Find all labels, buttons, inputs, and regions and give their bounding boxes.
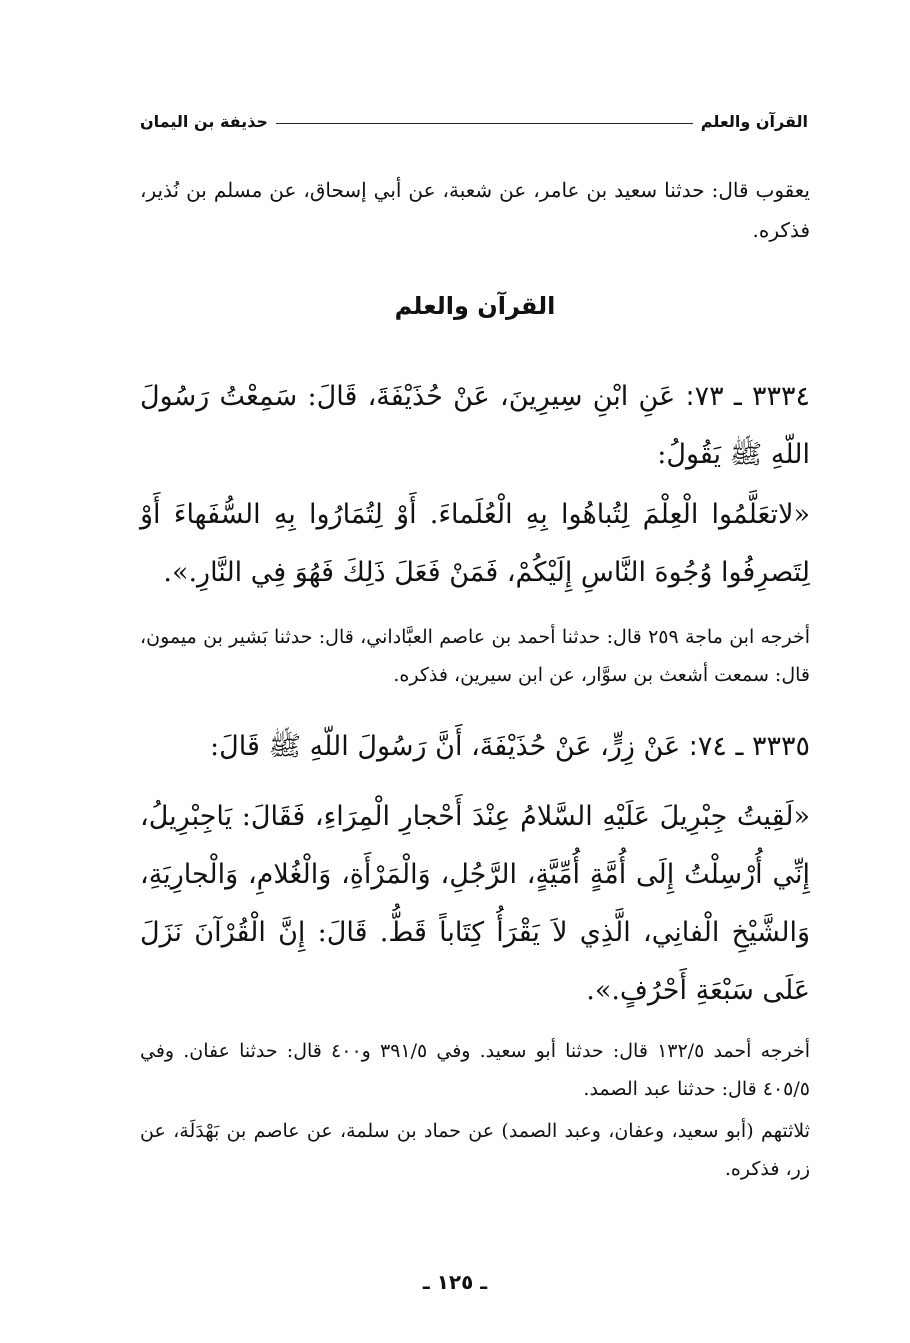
hadith-2-isnad: عَنْ زِرٍّ، عَنْ حُذَيْفَةَ، أَنَّ رَسُولَ اللّهِ ﷺ قَالَ: [210, 731, 681, 762]
page-number: ـ ١٢٥ ـ [422, 1270, 488, 1294]
hadith-1-isnad: عَنِ ابْنِ سِيرِينَ، عَنْ حُذَيْفَةَ، قَالَ: سَمِعْتُ رَسُولَ اللّهِ ﷺ يَقُولُ: [140, 381, 810, 470]
section-title: القرآن والعلم [394, 292, 556, 320]
header-chapter-title: القرآن والعلم [700, 111, 808, 131]
header-rule [276, 123, 693, 124]
hadith-1-number: ٣٣٣٤ ـ ٧٣: [685, 381, 811, 412]
header-book-title: حذيفة بن اليمان [140, 111, 268, 131]
hadith-1-heading [140, 368, 810, 484]
hadith-2-takhrij-1: أخرجه أحمد ١٣٢/٥ قال: حدثنا أبو سعيد. وفي ٣٩١/٥ و٤٠٠ قال: حدثنا عفان. وفي ٤٠٥/٥ قال: حدثنا عبد الصمد. [140, 1040, 811, 1100]
hadith-2-number: ٣٣٣٥ ـ ٧٤: [688, 731, 810, 762]
hadith-2-takhrij-2: ثلاثتهم (أبو سعيد، وعفان، وعبد الصمد) عن حماد بن سلمة، عن عاصم بن بَهْدَلَة، عن زر، فذكره. [140, 1120, 810, 1180]
running-header [140, 106, 808, 136]
hadith-2-heading [140, 718, 810, 776]
hadith-1-matn: «لاتعَلَّمُوا الْعِلْمَ لِتُباهُوا بِهِ الْعُلَماءَ. أَوْ لِتُمَارُوا بِهِ السُّفَهاءَ أَوْ لِتَصرِفُوا وُجُوهَ النَّاسِ إِلَيْكُمْ، فَمَنْ فَعَلَ ذَلِكَ فَهُوَ فِي النَّارِ.». [140, 499, 810, 588]
intro-paragraph: يعقوب قال: حدثنا سعيد بن عامر، عن شعبة، عن أبي إسحاق، عن مسلم بن نُذير، فذكره. [140, 178, 810, 242]
hadith-2-matn: «لَقِيتُ جِبْرِيلَ عَلَيْهِ السَّلامُ عِنْدَ أَحْجارِ الْمِرَاءِ، فَقَالَ: يَاجِبْرِيلُ، إِنِّي أُرْسِلْتُ إِلَى أُمَّةٍ أُمِّيَّةٍ، الرَّجُلِ، وَالْمَرْأَةِ، وَالْغُلامِ، وَالْجارِيَةِ، وَالشَّيْخِ الْفانِي، الَّذِي لاَ يَقْرَأُ كِتَاباً قَطُّ. قَالَ: إِنَّ الْقُرْآنَ نَزَلَ عَلَى سَبْعَةِ أَحْرُفٍ.». [140, 801, 810, 1006]
hadith-1-takhrij: أخرجه ابن ماجة ٢٥٩ قال: حدثنا أحمد بن عاصم العبَّاداني، قال: حدثنا بَشير بن ميمون، قال: سمعت أشعث بن سوَّار، عن ابن سيرين، فذكره. [140, 626, 810, 686]
